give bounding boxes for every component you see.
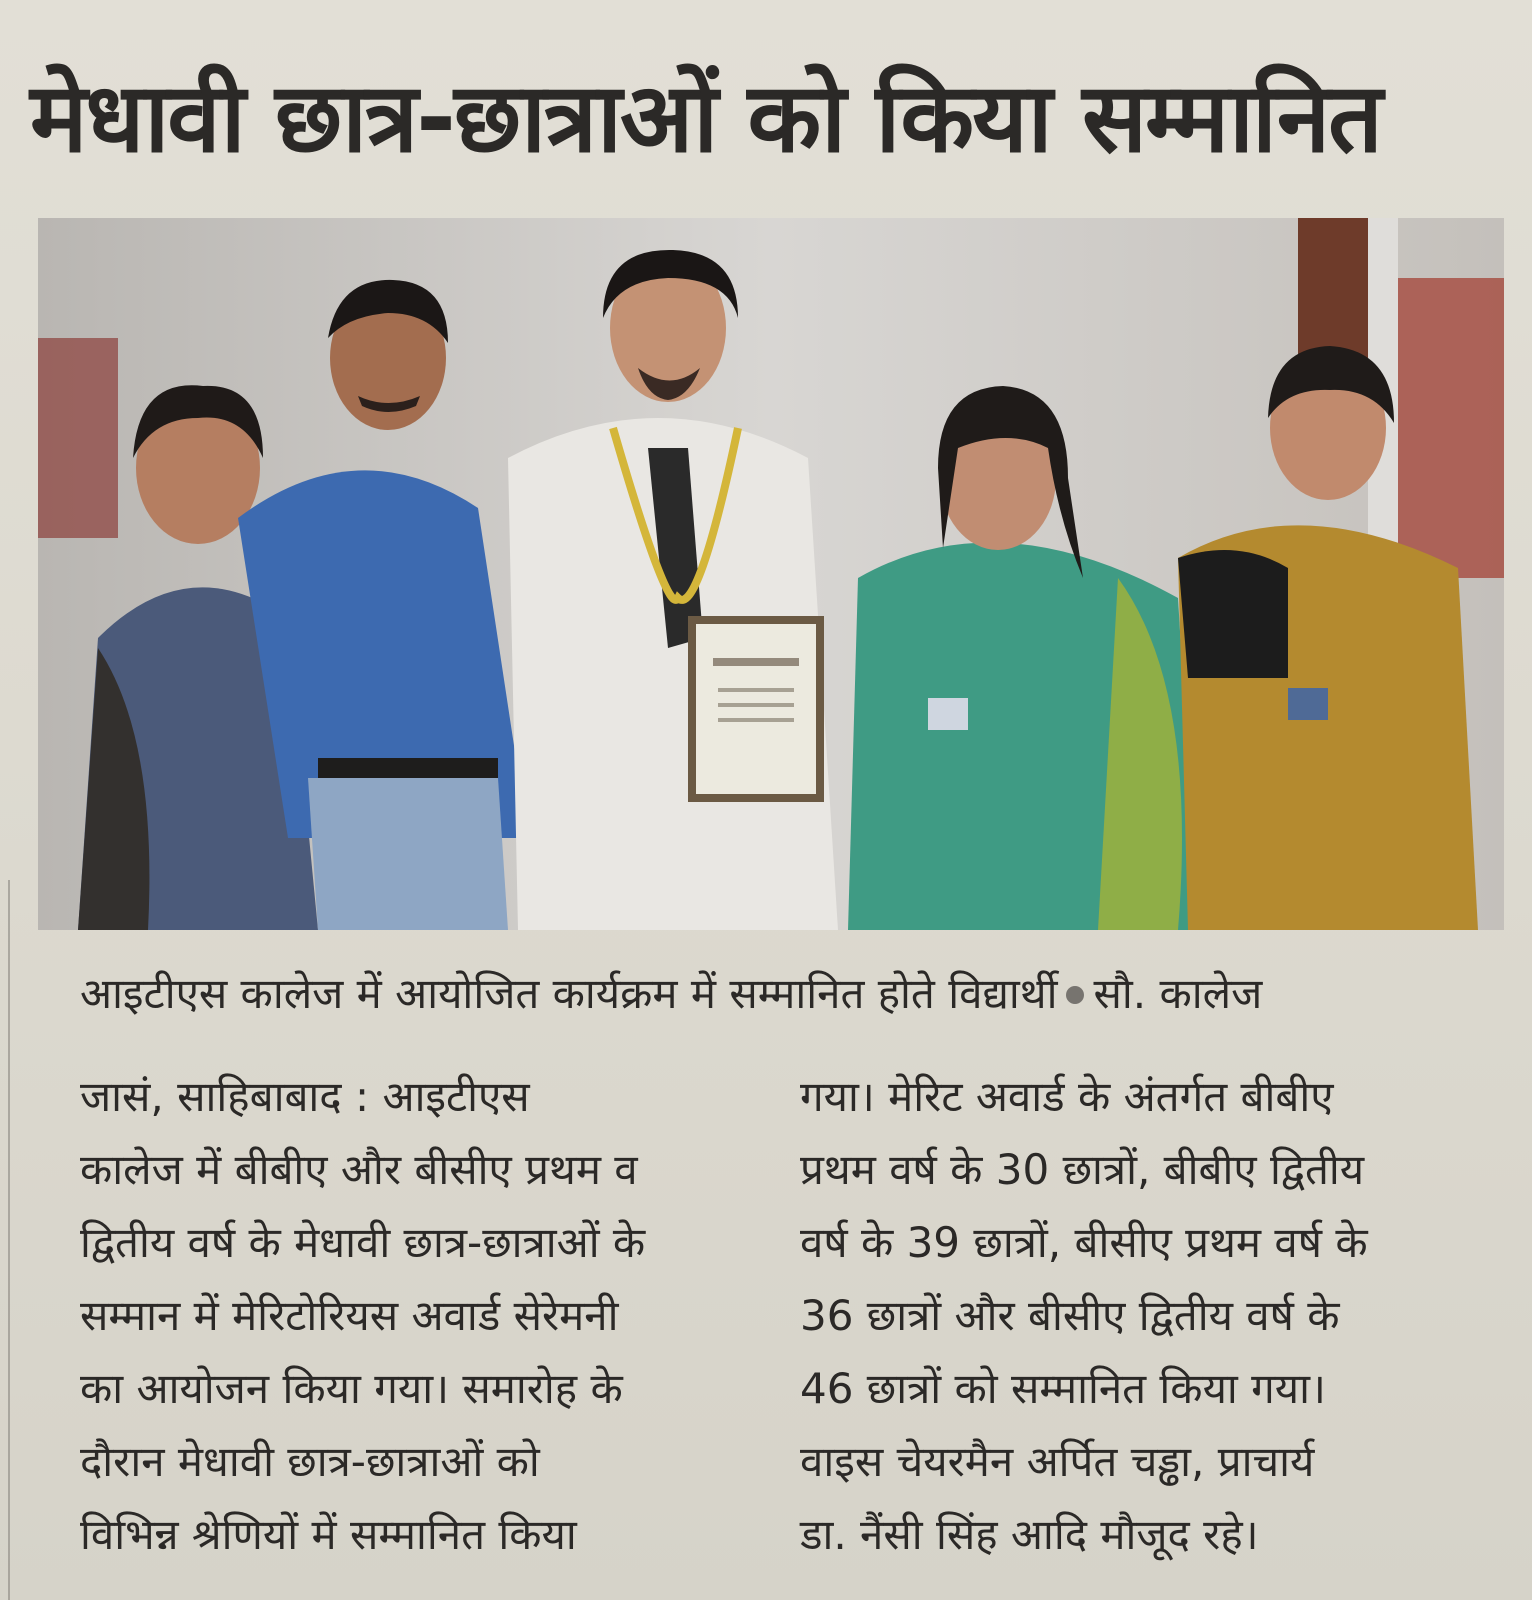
body-line: सम्मान में मेरिटोरियस अवार्ड सेरेमनी (80, 1291, 619, 1340)
body-line: प्रथम वर्ष के 30 छात्रों, बीबीए द्वितीय (800, 1145, 1365, 1194)
body-line: गया। मेरिट अवार्ड के अंतर्गत बीबीए (800, 1072, 1334, 1121)
body-line: डा. नैंसी सिंह आदि मौजूद रहे। (800, 1510, 1259, 1559)
bullet-icon (1066, 986, 1084, 1004)
caption-text: आइटीएस कालेज में आयोजित कार्यक्रम में सम्मानित होते विद्यार्थी (80, 969, 1058, 1018)
body-line: वर्ष के 39 छात्रों, बीसीए प्रथम वर्ष के (800, 1218, 1368, 1267)
body-line: विभिन्न श्रेणियों में सम्मानित किया (80, 1510, 577, 1559)
photo-credit: सौ. कालेज (1093, 969, 1263, 1018)
article-body-right-column (800, 1060, 1460, 1571)
photo-caption (80, 966, 1262, 1022)
body-line: वाइस चेयरमैन अर्पित चड्ढा, प्राचार्य (800, 1437, 1315, 1486)
body-line: कालेज में बीबीए और बीसीए प्रथम व (80, 1145, 638, 1194)
body-line: का आयोजन किया गया। समारोह के (80, 1364, 623, 1413)
certificate-frame-icon (688, 616, 824, 802)
column-rule (8, 880, 10, 1600)
body-line: 46 छात्रों को सम्मानित किया गया। (800, 1364, 1326, 1413)
award-ceremony-photo (38, 218, 1504, 930)
article-body-left-column (80, 1060, 730, 1571)
body-line: द्वितीय वर्ष के मेधावी छात्र-छात्राओं के (80, 1218, 646, 1267)
body-line: 36 छात्रों और बीसीए द्वितीय वर्ष के (800, 1291, 1340, 1340)
body-line: दौरान मेधावी छात्र-छात्राओं को (80, 1437, 540, 1486)
body-line: जासं, साहिबाबाद : आइटीएस (80, 1072, 530, 1121)
article-headline: मेधावी छात्र-छात्राओं को किया सम्मानित (30, 62, 1381, 174)
